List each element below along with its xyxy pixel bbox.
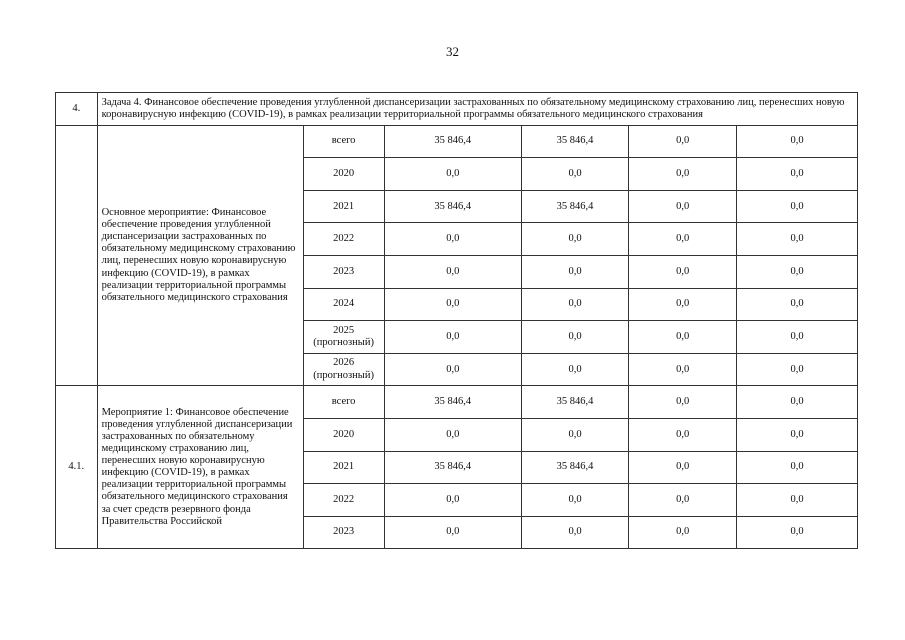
value-cell: 0,0: [521, 288, 628, 321]
main-measure-number: [56, 125, 98, 386]
year-cell: 2020: [303, 418, 384, 451]
year-cell: 2023: [303, 255, 384, 288]
value-cell: 0,0: [384, 158, 521, 191]
main-measure-row: [56, 125, 858, 158]
measure-1-number: 4.1.: [56, 386, 98, 549]
value-cell: 35 846,4: [521, 190, 628, 223]
year-cell: 2024: [303, 288, 384, 321]
value-cell: 0,0: [737, 386, 858, 419]
value-cell: 35 846,4: [384, 386, 521, 419]
measure-1-row: [56, 386, 858, 419]
year-cell: всего: [303, 386, 384, 419]
value-cell: 0,0: [629, 288, 737, 321]
value-cell: 0,0: [737, 125, 858, 158]
value-cell: 0,0: [629, 451, 737, 484]
value-cell: 0,0: [521, 418, 628, 451]
value-cell: 0,0: [629, 223, 737, 256]
measure-1-description: Мероприятие 1: Финансовое обеспечение проведения углубленной диспансеризации застрахованных по обязательному медицинскому страхованию лиц, перенесших новую коронавирусную инфекцию (COVID-19), в рамках реализации территориальной программы обязательного медицинского страхования за счет средств резервного фонда Правительства Российской: [97, 386, 303, 549]
year-cell: всего: [303, 125, 384, 158]
value-cell: 0,0: [629, 353, 737, 386]
year-cell: 2022: [303, 223, 384, 256]
value-cell: 0,0: [521, 255, 628, 288]
value-cell: 0,0: [629, 418, 737, 451]
value-cell: 35 846,4: [384, 190, 521, 223]
value-cell: 0,0: [737, 451, 858, 484]
value-cell: 0,0: [521, 484, 628, 517]
value-cell: 0,0: [384, 288, 521, 321]
budget-table: [55, 92, 858, 549]
value-cell: 0,0: [384, 255, 521, 288]
value-cell: 0,0: [521, 158, 628, 191]
value-cell: 35 846,4: [384, 451, 521, 484]
year-cell: 2025 (прогнозный): [303, 321, 384, 354]
value-cell: 0,0: [384, 223, 521, 256]
value-cell: 0,0: [384, 418, 521, 451]
value-cell: 0,0: [737, 321, 858, 354]
year-cell: 2026 (прогнозный): [303, 353, 384, 386]
value-cell: 0,0: [629, 255, 737, 288]
task-number: 4.: [56, 93, 98, 126]
value-cell: 0,0: [629, 190, 737, 223]
year-cell: 2020: [303, 158, 384, 191]
task-description: Задача 4. Финансовое обеспечение проведения углубленной диспансеризации застрахованных по обязательному медицинскому страхованию лиц, перенесших новую коронавирусную инфекцию (COVID-19), в рамках реализации территориальной программы обязательного медицинского страхования: [97, 93, 857, 126]
value-cell: 0,0: [629, 516, 737, 549]
task-row: [56, 93, 858, 126]
value-cell: 35 846,4: [384, 125, 521, 158]
value-cell: 0,0: [737, 418, 858, 451]
value-cell: 0,0: [737, 223, 858, 256]
value-cell: 0,0: [737, 353, 858, 386]
main-measure-description: Основное мероприятие: Финансовое обеспечение проведения углубленной диспансеризации застрахованных по обязательному медицинскому страхованию лиц, перенесших новую коронавирусную инфекцию (COVID-19), в рамках реализации территориальной программы обязательного медицинского страхования: [97, 125, 303, 386]
value-cell: 0,0: [521, 321, 628, 354]
year-cell: 2022: [303, 484, 384, 517]
value-cell: 35 846,4: [521, 451, 628, 484]
year-cell: 2021: [303, 190, 384, 223]
value-cell: 0,0: [737, 288, 858, 321]
value-cell: 0,0: [521, 516, 628, 549]
value-cell: 35 846,4: [521, 125, 628, 158]
year-cell: 2023: [303, 516, 384, 549]
year-cell: 2021: [303, 451, 384, 484]
value-cell: 0,0: [737, 516, 858, 549]
value-cell: 0,0: [384, 321, 521, 354]
value-cell: 0,0: [629, 158, 737, 191]
value-cell: 0,0: [737, 158, 858, 191]
value-cell: 0,0: [737, 190, 858, 223]
value-cell: 0,0: [521, 223, 628, 256]
value-cell: 35 846,4: [521, 386, 628, 419]
page-number: 32: [446, 44, 459, 59]
value-cell: 0,0: [629, 386, 737, 419]
value-cell: 0,0: [737, 484, 858, 517]
value-cell: 0,0: [629, 125, 737, 158]
value-cell: 0,0: [384, 484, 521, 517]
value-cell: 0,0: [737, 255, 858, 288]
value-cell: 0,0: [629, 484, 737, 517]
value-cell: 0,0: [384, 516, 521, 549]
value-cell: 0,0: [521, 353, 628, 386]
value-cell: 0,0: [629, 321, 737, 354]
value-cell: 0,0: [384, 353, 521, 386]
